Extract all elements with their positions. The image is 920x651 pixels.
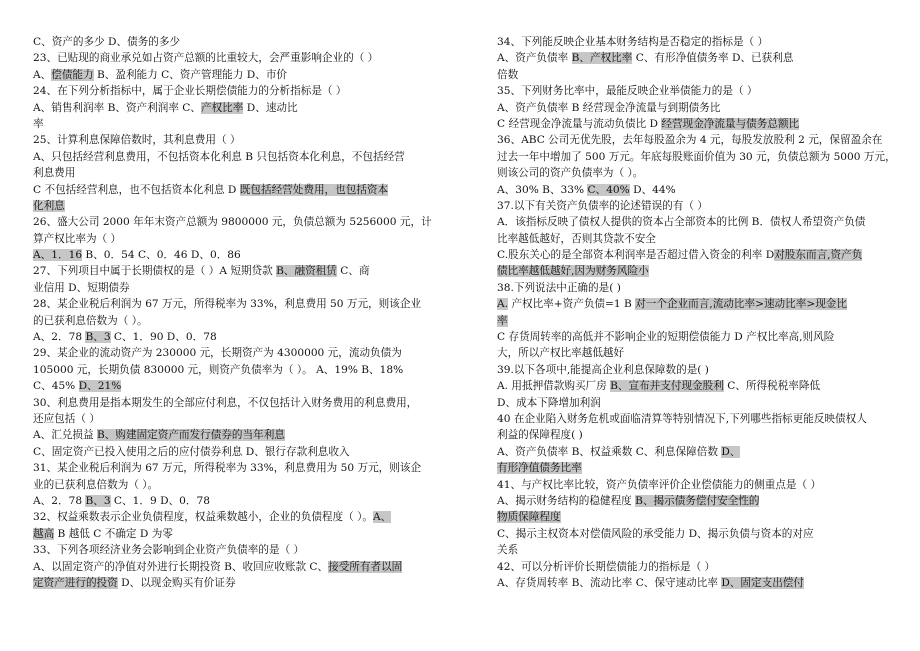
- text-segment: C 经营现金净流量与流动负债比 D: [497, 117, 662, 130]
- highlighted-answer: B、宣布并支付现金股利: [610, 380, 724, 393]
- text-segment: 利息费用: [33, 167, 76, 180]
- text-line: [33, 460, 426, 476]
- text-segment: A、: [33, 68, 52, 81]
- text-line: [497, 509, 890, 525]
- text-segment: A、以固定资产的净值对外进行长期投资 B、收回应收账款 C、: [33, 560, 329, 573]
- highlighted-answer: 既包括经营处费用，也包括资本: [239, 183, 389, 196]
- highlighted-answer: 对股东而言,资产负: [774, 249, 863, 262]
- text-segment: D、成本下降增加利润: [497, 396, 601, 409]
- text-line: [497, 411, 890, 427]
- text-segment: 则该公司的资产负债率为（ ）。: [497, 167, 644, 180]
- text-line: [497, 559, 890, 575]
- text-segment: C 不包括经营利息，也不包括资本化利息 D: [33, 183, 240, 196]
- text-line: [497, 329, 890, 345]
- text-line: [497, 526, 890, 542]
- text-line: [497, 575, 890, 591]
- text-segment: 41、与产权比率比较，资产负债率评价企业偿债能力的侧重点是（ ）: [497, 478, 822, 491]
- text-line: [33, 100, 426, 116]
- text-line: [33, 313, 426, 329]
- text-segment: 37.以下有关资产负债率的论述错误的有（ ）: [497, 199, 708, 212]
- text-segment: 34、下列能反映企业基本财务结构是否稳定的指标是（ ）: [497, 36, 769, 48]
- text-line: [33, 526, 426, 542]
- highlighted-answer: 经营现金净流量与债务总额比: [661, 117, 800, 130]
- text-line: [497, 362, 890, 378]
- text-segment: A、存货周转率 B、流动比率 C、保守速动比率: [497, 576, 722, 589]
- text-line: [497, 395, 890, 411]
- text-line: [33, 575, 426, 591]
- text-line: [497, 247, 890, 263]
- text-line: [497, 263, 890, 279]
- text-line: [497, 50, 890, 66]
- text-segment: 36、ABC 公司无优先股，去年每股盈余为 4 元，每股发放股利 2 元，保留盈余在: [497, 134, 883, 147]
- text-line: [33, 67, 426, 83]
- text-line: [497, 280, 890, 296]
- text-segment: A、销售利润率 B、资产利润率 C、: [33, 101, 201, 114]
- text-segment: A、汇兑损益: [33, 429, 97, 442]
- text-segment: D、速动比: [243, 101, 298, 114]
- text-segment: A、资产负债率 B、权益乘数 C、利息保障倍数: [497, 445, 722, 458]
- text-segment: C.股东关心的是全部资本利润率是否超过借入资金的利率 D: [497, 249, 775, 262]
- text-segment: A、资产负债率 B 经营现金净流量与到期债务比: [497, 101, 721, 114]
- highlighted-answer: D、21%: [78, 380, 122, 393]
- text-segment: 的已获利息倍数为（ ）。: [33, 314, 148, 327]
- text-segment: 23、已贴现的商业承兑如占资产总额的比重较大，会严重影响企业的（ ）: [33, 52, 379, 65]
- text-segment: 业的已获利息倍数为（ ）。: [33, 478, 159, 491]
- text-segment: 算产权比率为（ ）: [33, 232, 122, 245]
- text-segment: C、商: [336, 265, 370, 278]
- text-segment: 利益的保障程度( ): [497, 429, 583, 442]
- text-segment: D、以现金购买有价证券: [117, 576, 236, 589]
- text-line: [33, 329, 426, 345]
- text-line: [497, 165, 890, 181]
- text-line: [33, 509, 426, 525]
- text-segment: 40 在企业陷入财务危机或面临清算等特别情况下,下列哪些指标更能反映债权人: [497, 412, 867, 425]
- highlighted-answer: 物质保障程度: [497, 511, 561, 524]
- text-segment: 关系: [497, 544, 519, 557]
- text-segment: C、1．90 D、0．78: [110, 331, 217, 344]
- text-segment: A、资产负债率: [497, 52, 572, 65]
- text-line: [497, 313, 890, 329]
- text-segment: 32、权益乘数表示企业负债程度，权益乘数越小，企业的负债程度（ ）。: [33, 511, 373, 524]
- text-segment: 27、下列项目中属于长期债权的是（ ）A 短期贷款: [33, 265, 277, 278]
- text-line: [33, 411, 426, 427]
- text-line: [497, 378, 890, 394]
- text-line: [33, 378, 426, 394]
- highlighted-answer: C、40%: [587, 183, 630, 196]
- text-segment: A、揭示财务结构的稳健程度: [497, 494, 636, 507]
- text-segment: 大，所以产权比率越低越好: [497, 347, 625, 360]
- text-line: [497, 542, 890, 558]
- text-line: [33, 50, 426, 66]
- text-segment: 业信用 D、短期债券: [33, 281, 130, 294]
- text-segment: 38.下列说法中正确的是( ): [497, 281, 621, 294]
- text-segment: 30、利息费用是指本期发生的全部应付利息，不仅包括计入财务费用的利息费用，: [33, 396, 418, 409]
- text-line: [33, 263, 426, 279]
- text-segment: 过去一年中增加了 500 万元。年底每股账面价值为 30 元，负债总额为 5000 万元，: [497, 150, 896, 163]
- text-line: [33, 132, 426, 148]
- text-line: [33, 395, 426, 411]
- text-line: [33, 477, 426, 493]
- text-line: [497, 493, 890, 509]
- highlighted-answer: D、: [721, 445, 741, 458]
- text-line: [33, 116, 426, 132]
- text-line: [497, 345, 890, 361]
- text-segment: C、所得税税率降低: [723, 380, 821, 393]
- text-segment: D、44%: [629, 183, 676, 196]
- text-line: [33, 198, 426, 214]
- text-segment: 倍数: [497, 68, 519, 81]
- text-line: [33, 214, 432, 230]
- text-segment: C、资产的多少 D、债务的多少: [33, 36, 181, 48]
- highlighted-answer: 接受所有者以固: [328, 560, 403, 573]
- highlighted-answer: D、固定支出偿付: [721, 576, 804, 589]
- text-line: [497, 444, 890, 460]
- text-line: [33, 149, 426, 165]
- text-segment: B、盈利能力 C、资产管理能力 D、市价: [93, 68, 288, 81]
- text-line: [497, 149, 896, 165]
- text-line: [497, 460, 890, 476]
- text-segment: A、只包括经营利息费用，不包括资本化利息 B 只包括资本化利息，不包括经营: [33, 150, 405, 163]
- highlighted-answer: B、购建固定资产而发行债券的当年利息: [97, 429, 285, 442]
- highlighted-answer: B、3: [85, 331, 111, 344]
- text-segment: 35、下列财务比率中，最能反映企业举债能力的是（ ）: [497, 85, 758, 98]
- text-segment: 33、下列各项经济业务会影响到企业资产负债率的是（ ）: [33, 544, 305, 557]
- text-segment: 42、可以分析评价长期偿债能力的指标是（ ）: [497, 560, 716, 573]
- text-line: [33, 345, 426, 361]
- text-segment: A、2．78: [33, 494, 86, 507]
- text-line: [497, 132, 890, 148]
- text-segment: 还应包括（ ）: [33, 412, 100, 425]
- highlighted-answer: 率: [497, 314, 508, 327]
- text-segment: C、45%: [33, 380, 79, 393]
- text-line: [33, 165, 426, 181]
- text-line: [497, 427, 890, 443]
- highlighted-answer: 产权比率: [201, 101, 244, 114]
- text-segment: A、30% B、33%: [497, 183, 588, 196]
- text-line: [33, 280, 426, 296]
- text-line: [497, 83, 890, 99]
- text-line: [33, 444, 426, 460]
- highlighted-answer: 对一个企业而言,流动比率>速动比率>现金比: [635, 298, 847, 311]
- highlighted-answer: B、3: [85, 494, 111, 507]
- text-line: [33, 362, 426, 378]
- highlighted-answer: B、揭示债务偿付安全性的: [635, 494, 760, 507]
- text-segment: 28、某企业税后利润为 67 万元，所得税率为 33%，利息费用 50 万元，则该企业: [33, 298, 422, 311]
- text-segment: 26、盛大公司 2000 年年末资产总额为 9800000 元，负债总额为 5256000 元，计: [33, 216, 432, 229]
- text-line: [497, 296, 890, 312]
- text-line: [33, 296, 426, 312]
- text-segment: C、1．9 D、0．78: [110, 494, 210, 507]
- text-line: [497, 198, 890, 214]
- text-segment: C、固定资产已投入使用之后的应付债券利息 D、银行存款利息收入: [33, 445, 350, 458]
- text-line: [33, 559, 426, 575]
- highlighted-answer: 定资产进行的投资: [33, 576, 118, 589]
- text-line: [497, 100, 890, 116]
- text-segment: C、揭示主权资本对偿债风险的承受能力 D、揭示负债与资本的对应: [497, 527, 814, 540]
- text-line: [33, 493, 426, 509]
- text-line: [33, 427, 426, 443]
- text-line: [33, 83, 426, 99]
- text-segment: 率: [33, 117, 44, 130]
- text-line: [33, 34, 426, 50]
- highlighted-answer: B、产权比率: [571, 52, 633, 65]
- text-segment: 31、某企业税后利润为 67 万元，所得税率为 33%，利息费用为 50 万元，则该企: [33, 462, 422, 475]
- text-line: [497, 116, 890, 132]
- text-segment: 105000 元，长期负债 830000 元，则资产负债率为（ ）。 A、19% B、18%: [33, 363, 404, 376]
- text-segment: A、2．78: [33, 331, 86, 344]
- highlighted-answer: A、1．16: [33, 249, 83, 262]
- text-line: [497, 34, 890, 50]
- highlighted-answer: A.: [497, 298, 509, 311]
- text-segment: 24、在下列分析指标中，属于企业长期偿债能力的分析指标是（ ）: [33, 85, 347, 98]
- text-segment: 39.以下各项中,能提高企业利息保障数的是( ): [497, 363, 709, 376]
- text-segment: C 存货周转率的高低并不影响企业的短期偿债能力 D 产权比率高,则风险: [497, 331, 835, 344]
- highlighted-answer: A、: [372, 511, 392, 524]
- text-segment: C、有形净值债务率 D、已获利息: [632, 52, 794, 65]
- highlighted-answer: 越高: [33, 527, 55, 540]
- text-segment: B 越低 C 不确定 D 为零: [54, 527, 173, 540]
- highlighted-answer: 债比率越低越好,因为财务风险小: [497, 265, 649, 278]
- text-line: [33, 247, 426, 263]
- highlighted-answer: 化利息: [33, 199, 65, 212]
- text-line: [33, 231, 426, 247]
- text-segment: 产权比率+资产负债=1 B: [508, 298, 636, 311]
- text-segment: 25、计算利息保障倍数时，其利息费用（ ）: [33, 134, 241, 147]
- text-segment: 比率越低越好，否则其贷款不安全: [497, 232, 656, 245]
- text-segment: A．该指标反映了债权人提供的资本占全部资本的比例 B．债权人希望资产负债: [497, 216, 866, 229]
- text-segment: 29、某企业的流动资产为 230000 元，长期资产为 4300000 元，流动负债为: [33, 347, 402, 360]
- text-line: [497, 67, 890, 83]
- text-line: [497, 231, 890, 247]
- text-line: [497, 477, 890, 493]
- text-line: [497, 214, 890, 230]
- text-line: [33, 182, 426, 198]
- right-column: [497, 34, 896, 591]
- highlighted-answer: B、融资租赁: [276, 265, 337, 278]
- left-column: [33, 34, 432, 591]
- text-segment: A. 用抵押借款购买厂房: [497, 380, 611, 393]
- highlighted-answer: 偿债能力: [51, 68, 94, 81]
- text-line: [33, 542, 426, 558]
- text-line: [497, 182, 890, 198]
- text-segment: B、0．54 C、0．46 D、0．86: [82, 249, 241, 262]
- highlighted-answer: 有形净值债务比率: [497, 462, 582, 475]
